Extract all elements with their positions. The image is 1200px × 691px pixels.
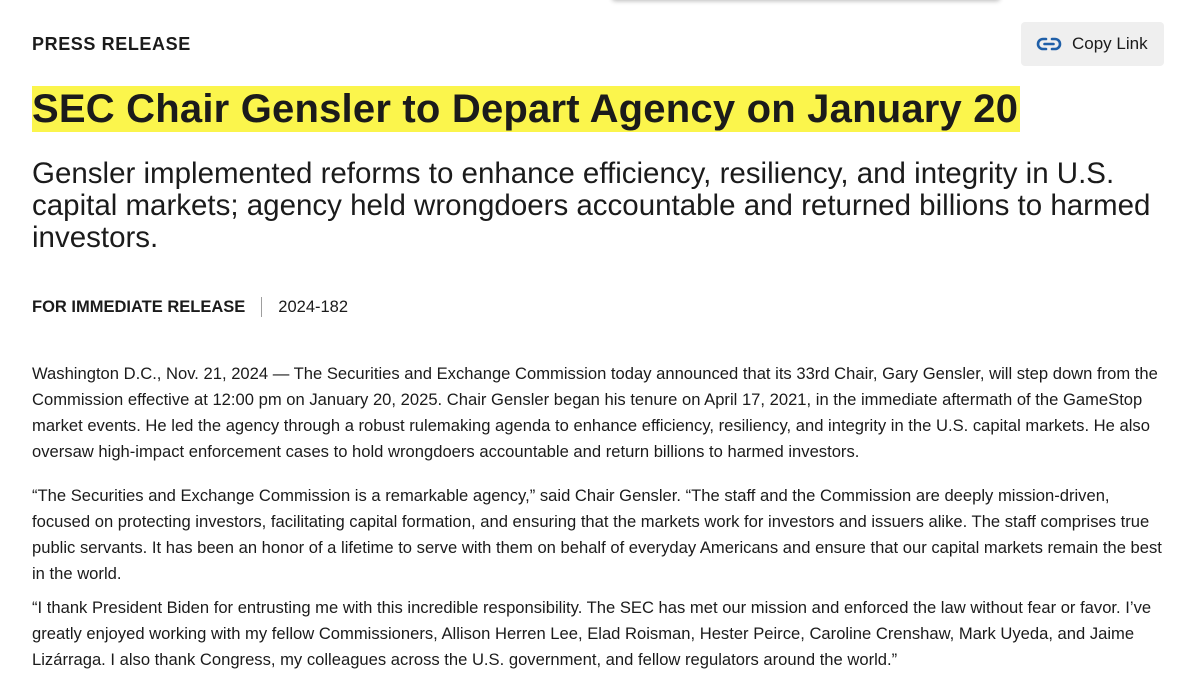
body-paragraph: “I thank President Biden for entrusting me with this incredible responsibility. The SEC has met our mission and enforced the law without fear or favor. I’ve greatly enjoyed working with my fellow Commissioners, Allison Herren Lee, Elad Roisman, Hester Peirce, Caroline Crenshaw, Mark Uyeda, and Jaime Lizárraga. I also thank Congress, my colleagues across the U.S. government, and fellow regulators around the world.” xyxy=(32,598,1152,669)
copy-link-label: Copy Link xyxy=(1072,34,1148,53)
body-paragraph: Washington D.C., Nov. 21, 2024 — The Securities and Exchange Commission today announced that its 33rd Chair, Gary Gensler, will step down from the Commission effective at 12:00 pm on January 20, 2025. Chair Gensler began his tenure on April 17, 2021, in the immediate aftermath of the GameStop market events. He led the agency through a robust rulemaking agenda to enhance efficiency, resiliency, and integrity in the U.S. capital markets. He also oversaw high-impact enforcement cases to hold wrongdoers accountable and return billions to harmed investors. xyxy=(32,364,1158,461)
link-icon xyxy=(1036,35,1062,53)
meta-divider xyxy=(261,297,262,317)
page-category-label: PRESS RELEASE xyxy=(32,34,191,54)
title-container xyxy=(32,86,1020,132)
release-number: 2024-182 xyxy=(278,298,349,316)
body-paragraph: “The Securities and Exchange Commission is a remarkable agency,” said Chair Gensler. “The staff and the Commission are deeply mission-driven, focused on protecting investors, facilitating capital formation, and ensuring that the markets work for investors and issuers alike. The staff comprises true public servants. It has been an honor of a lifetime to serve with them on behalf of everyday Americans and ensure that our capital markets remain the best in the world. xyxy=(32,486,1162,583)
page-subtitle: Gensler implemented reforms to enhance efficiency, resiliency, and integrity in U.S. capital markets; agency held wrongdoers accountable and returned billions to harmed investors. xyxy=(32,157,1151,254)
article-body xyxy=(32,361,1172,691)
release-meta xyxy=(32,297,348,317)
page-title: SEC Chair Gensler to Depart Agency on January 20 xyxy=(32,87,1019,131)
copy-link-button[interactable] xyxy=(1021,22,1164,66)
release-type: FOR IMMEDIATE RELEASE xyxy=(32,298,246,316)
